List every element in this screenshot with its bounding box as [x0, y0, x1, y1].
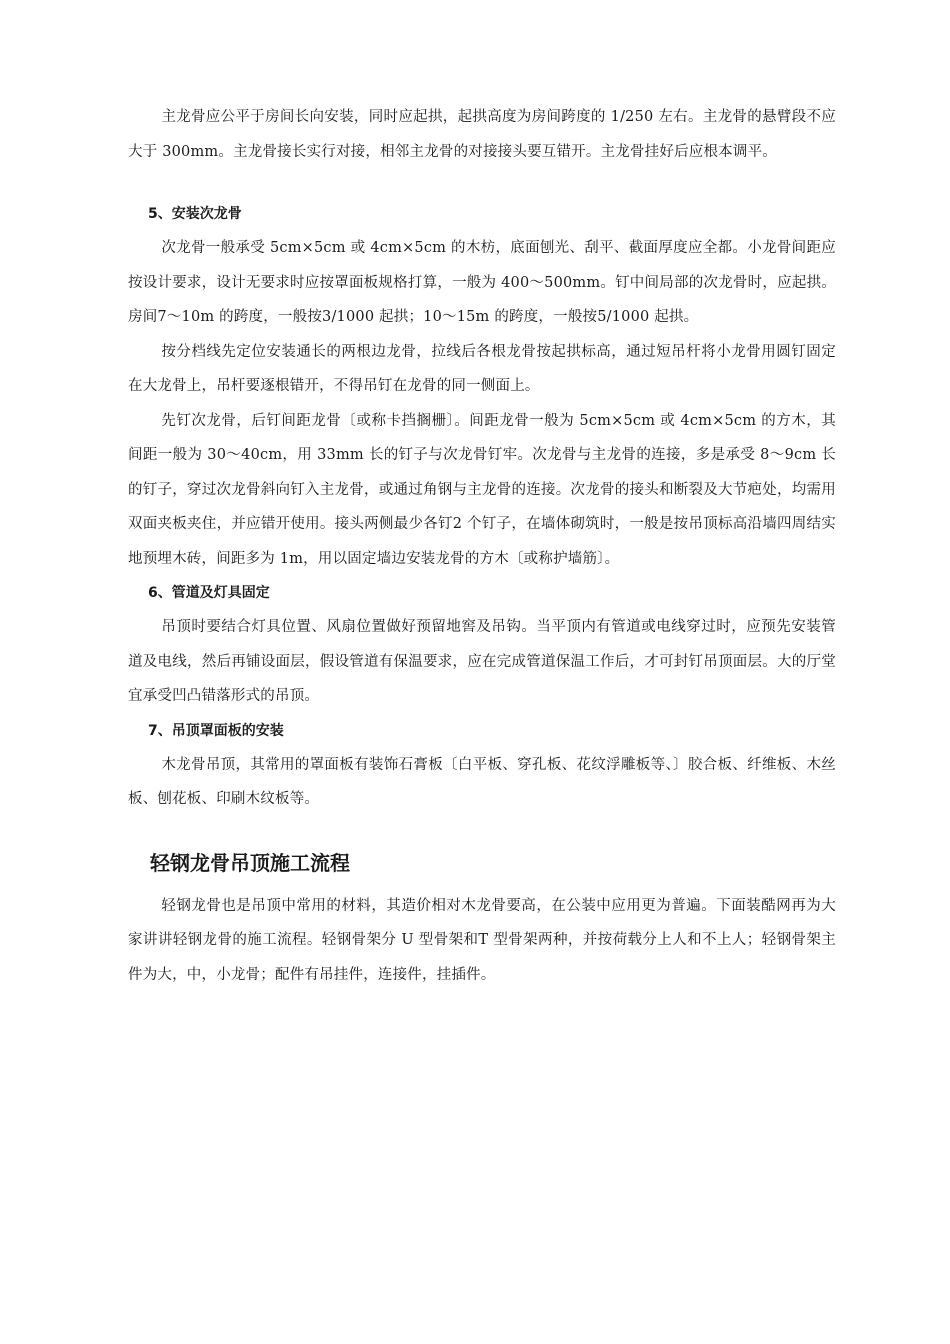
paragraph-pipes-and-lights: 吊顶时要结合灯具位置、风扇位置做好预留地窖及吊钩。当平顶内有管道或电线穿过时，应预先安装管道及电线，然后再铺设面层，假设管道有保温要求，应在完成管道保温工作后，才可封钉吊顶面层。大的厅堂宜承受凹凸错落形式的吊顶。 — [128, 619, 836, 704]
section-heading-6: 6、管道及灯具固定 — [148, 585, 270, 601]
spacer — [128, 881, 836, 889]
paragraph-cover-panels: 木龙骨吊顶，其常用的罩面板有装饰石膏板〔白平板、穿孔板、花纹浮雕板等、〕胶合板、纤维板、木丝板、刨花板、印刷木纹板等。 — [128, 756, 836, 807]
paragraph-main-keel-install: 主龙骨应公平于房间长向安装，同时应起拱，起拱高度为房间跨度的 1/250 左右。主龙骨的悬臂段不应大于 300mm。主龙骨接长实行对接，相邻主龙骨的对接接头要互错开。主龙骨挂好后应根本调平。 — [128, 109, 836, 160]
paragraph-spacing-keel-nailing: 先钉次龙骨，后钉间距龙骨〔或称卡挡搁栅〕。间距龙骨一般为 5cm×5cm 或 4cm×5cm 的方木，其间距一般为 30～40cm，用 33mm 长的钉子与次龙骨钉牢。次龙骨与主龙骨的连接，多是承受 8～9cm 长的钉子，穿过次龙骨斜向钉入主龙骨，或通过角钢与主龙骨的连接。次龙骨的接头和断裂及大节疤处，均需用双面夹板夹住，并应错开使用。接头两侧最少各钉2 个钉子，在墙体砌筑时，一般是按吊顶标高沿墙四周结实地预埋木砖，间距多为 1m，用以固定墙边安装龙骨的方木〔或称护墙筋〕。 — [128, 412, 836, 567]
paragraph-light-steel-intro: 轻钢龙骨也是吊顶中常用的材料，其造价相对木龙骨要高，在公装中应用更为普遍。下面装酷网再为大家讲讲轻钢龙骨的施工流程。轻钢骨架分 U 型骨架和T 型骨架两种，并按荷载分上人和不上人；轻钢骨架主件为大，中，小龙骨；配件有吊挂件，连接件，挂插件。 — [128, 897, 836, 983]
document-page — [128, 100, 836, 992]
spacer — [128, 169, 836, 197]
section-title-light-steel-keel: 轻钢龙骨吊顶施工流程 — [150, 850, 350, 875]
spacer — [128, 817, 836, 845]
section-heading-5: 5、安装次龙骨 — [148, 206, 242, 222]
paragraph-secondary-keel-spec: 次龙骨一般承受 5cm×5cm 或 4cm×5cm 的木枋，底面刨光、刮平、截面厚度应全都。小龙骨间距应按设计要求，设计无要求时应按罩面板规格打算，一般为 400～500mm。钉中间局部的次龙骨时，应起拱。房间7～10m 的跨度，一般按3/1000 起拱；10～15m 的跨度，一般按5/1000 起拱。 — [128, 240, 836, 325]
section-heading-7: 7、吊顶罩面板的安装 — [148, 722, 284, 739]
paragraph-edge-keel-positioning: 按分档线先定位安装通长的两根边龙骨，拉线后各根龙骨按起拱标高，通过短吊杆将小龙骨用圆钉固定在大龙骨上，吊杆要逐根错开，不得吊钉在龙骨的同一侧面上。 — [128, 343, 836, 394]
